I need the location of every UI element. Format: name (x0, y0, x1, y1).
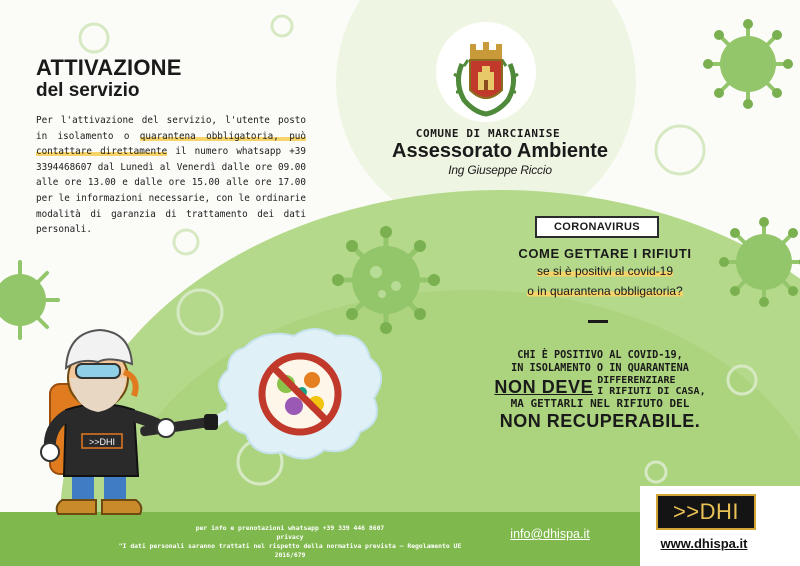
message-line-3: MA GETTARLI NEL RIFIUTO DEL (510, 397, 690, 410)
message-side-line-1: DIFFERENZIARE (597, 375, 676, 386)
footer-whatsapp: per info e prenotazioni whatsapp +39 339 446 8607 (195, 524, 385, 532)
footer-privacy-text: "I dati personali saranno trattati nel rispetto della normativa prevista – Regolamento UE (118, 542, 462, 550)
mascot-leg-right (104, 474, 126, 500)
activation-heading (36, 56, 296, 102)
question-line-1 (490, 264, 720, 278)
question-title: COME GETTARE I RIFIUTI (518, 246, 692, 261)
coronavirus-badge: CORONAVIRUS (535, 216, 659, 238)
officer-name: Ing Giuseppe Riccio (448, 163, 552, 177)
mascot-goggles (76, 364, 120, 378)
no-germs-icon (262, 356, 338, 432)
virus-icon (703, 19, 793, 109)
message-line-4: NON RECUPERABILE. (499, 411, 701, 431)
footer-info (110, 524, 470, 560)
message-side-text (597, 375, 705, 397)
footer-regulation: 2016/679 (274, 551, 306, 559)
mascot-glove-right (157, 419, 175, 437)
message-non-deve-row (470, 375, 730, 397)
mascot-illustration (14, 318, 394, 526)
mascot-boot-right (102, 500, 141, 514)
instruction-message (470, 350, 730, 431)
message-side-line-2: I RIFIUTI DI CASA, (597, 386, 706, 397)
dhi-logo: >>DHI (656, 494, 756, 530)
message-non-deve: NON DEVE (494, 377, 594, 397)
activation-text-part2: il numero whatsapp +39 3394468607 dal Lunedì al Venerdì dalle ore 09.00 alle ore 13.00 e dalle ore 15.00 alle ore 17.00 per le informazioni necessarie, con le ordinarie modalità di garanzia di trattamento dei dati personali. (36, 146, 306, 236)
mascot-glove-left (41, 443, 59, 461)
mascot-boot-left (57, 500, 96, 514)
mascot-shirt-label: >>DHI (88, 437, 116, 447)
activation-title: ATTIVAZIONE (36, 55, 182, 80)
footer-privacy-label: privacy (276, 533, 304, 541)
message-line-2: IN ISOLAMENTO O IN QUARANTENA (511, 362, 689, 374)
municipality-name: COMUNE DI MARCIANISE (415, 127, 561, 140)
activation-subtitle: del servizio (36, 80, 140, 101)
website-link[interactable]: www.dhispa.it (660, 536, 748, 551)
question-line-1-text: se si è positivi al covid-19 (536, 264, 674, 278)
department-title: Assessorato Ambiente (392, 140, 608, 162)
question-line-2 (490, 284, 720, 298)
message-line-1: CHI È POSITIVO AL COVID-19, (517, 350, 683, 361)
activation-text-highlight: quarantena obbligatoria, può contattare direttamente (36, 130, 306, 158)
question-line-2-text: o in quarantena obbligatoria? (527, 284, 683, 298)
separator-dash (588, 320, 608, 323)
activation-text (36, 113, 306, 238)
coat-of-arms-logo (434, 20, 538, 124)
email-link[interactable]: info@dhispa.it (510, 527, 590, 541)
mascot-leg-left (72, 474, 94, 500)
activation-text-part1: Per l'attivazione del servizio, l'utente posto in isolamento o (36, 115, 306, 142)
